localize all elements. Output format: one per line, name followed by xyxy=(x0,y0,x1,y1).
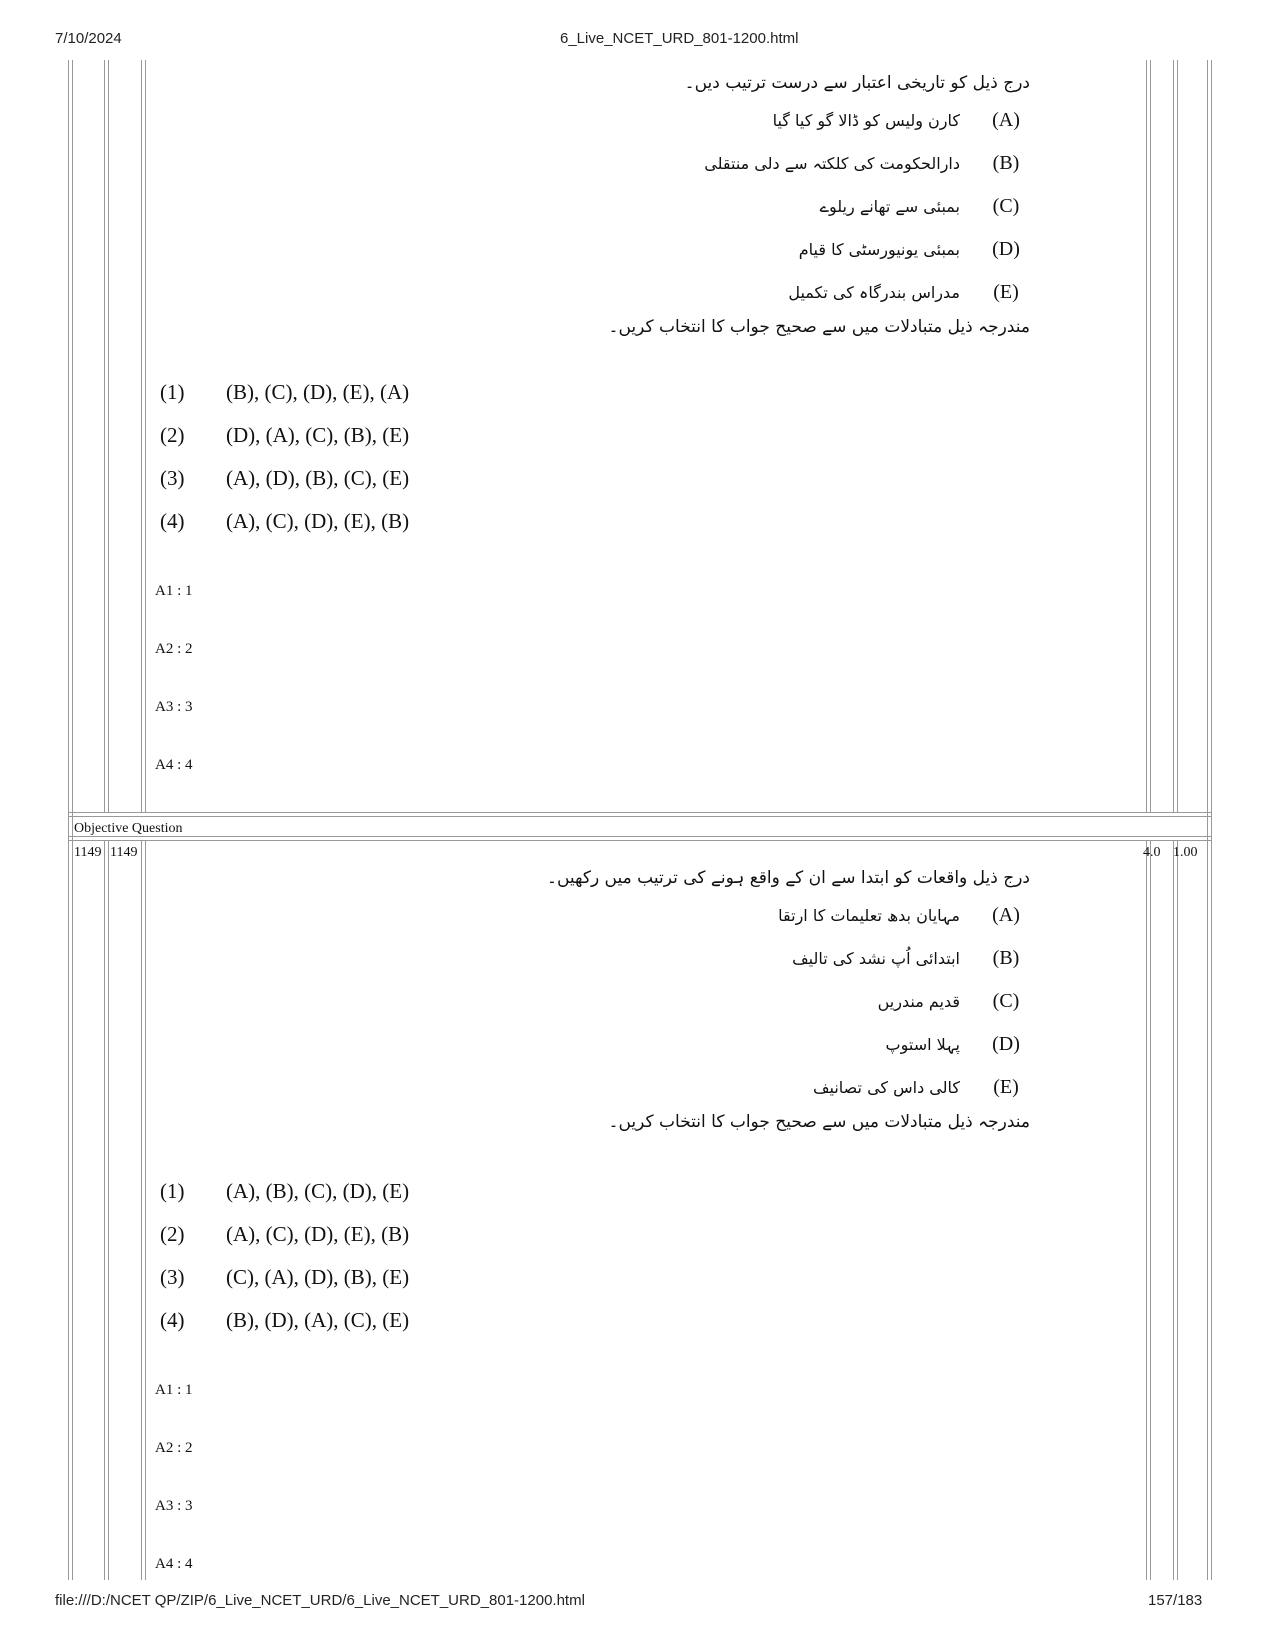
list-item: (B) ابتدائی اُپ نشد کی تالیف xyxy=(792,947,1020,969)
answer-label: A2 : 2 xyxy=(155,641,193,657)
question-title: درج ذیل واقعات کو ابتدا سے ان کے واقع ہونے کی ترتیب میں رکھیں۔ xyxy=(546,868,1030,888)
question-negative-marks: 1.00 xyxy=(1173,845,1198,860)
list-item: (C) قدیم مندریں xyxy=(877,990,1020,1012)
option-row: (1) (A), (B), (C), (D), (E) xyxy=(160,1179,410,1203)
question-1-text xyxy=(150,72,1030,337)
question-instruction: مندرجہ ذیل متبادلات میں سے صحیح جواب کا انتخاب کریں۔ xyxy=(608,1112,1030,1132)
print-date: 7/10/2024 xyxy=(55,30,122,47)
question-title: درج ذیل کو تاریخی اعتبار سے درست ترتیب دیں۔ xyxy=(684,73,1030,93)
option-row: (2) (A), (C), (D), (E), (B) xyxy=(160,1222,410,1246)
list-item: (B) دارالحکومت کی کلکتہ سے دلی منتقلی xyxy=(704,152,1020,174)
answer-label: A3 : 3 xyxy=(155,699,193,715)
question-marks: 4.0 xyxy=(1143,845,1161,860)
question-id: 1149 xyxy=(110,845,138,860)
print-title: 6_Live_NCET_URD_801-1200.html xyxy=(560,30,799,47)
answer-label: A4 : 4 xyxy=(155,757,193,773)
option-row: (2) (D), (A), (C), (B), (E) xyxy=(160,423,410,447)
list-item: (E) مدراس بندرگاہ کی تکمیل xyxy=(788,281,1019,303)
list-item: (A) مہایان بدھ تعلیمات کا ارتقا xyxy=(778,904,1020,926)
list-item: (A) کارن ولیس کو ڈالا گو کیا گیا xyxy=(772,109,1020,131)
option-row: (3) (C), (A), (D), (B), (E) xyxy=(160,1265,410,1289)
list-item: (E) کالی داس کی تصانیف xyxy=(812,1076,1019,1098)
option-row: (3) (A), (D), (B), (C), (E) xyxy=(160,466,410,490)
question-type-label: Objective Question xyxy=(74,821,183,836)
option-row: (4) (B), (D), (A), (C), (E) xyxy=(160,1308,410,1332)
list-item: (C) بمبئی سے تھانے ریلوے xyxy=(819,195,1020,217)
answer-label: A3 : 3 xyxy=(155,1498,193,1514)
print-page-number: 157/183 xyxy=(1148,1592,1203,1609)
option-row: (1) (B), (C), (D), (E), (A) xyxy=(160,380,410,404)
list-item: (D) بمبئی یونیورسٹی کا قیام xyxy=(798,238,1020,260)
question-instruction: مندرجہ ذیل متبادلات میں سے صحیح جواب کا انتخاب کریں۔ xyxy=(608,317,1030,337)
print-file-path: file:///D:/NCET QP/ZIP/6_Live_NCET_URD/6_Live_NCET_URD_801-1200.html xyxy=(55,1592,585,1609)
question-2-text xyxy=(150,867,1030,1132)
answer-label: A2 : 2 xyxy=(155,1440,193,1456)
answer-label: A1 : 1 xyxy=(155,1382,193,1398)
option-row: (4) (A), (C), (D), (E), (B) xyxy=(160,509,410,533)
question-2-options xyxy=(160,1170,409,1342)
question-serial: 1149 xyxy=(74,845,102,860)
answer-label: A4 : 4 xyxy=(155,1556,193,1572)
answer-label: A1 : 1 xyxy=(155,583,193,599)
question-1-options xyxy=(160,371,409,543)
list-item: (D) پہلا استوپ xyxy=(885,1033,1020,1055)
